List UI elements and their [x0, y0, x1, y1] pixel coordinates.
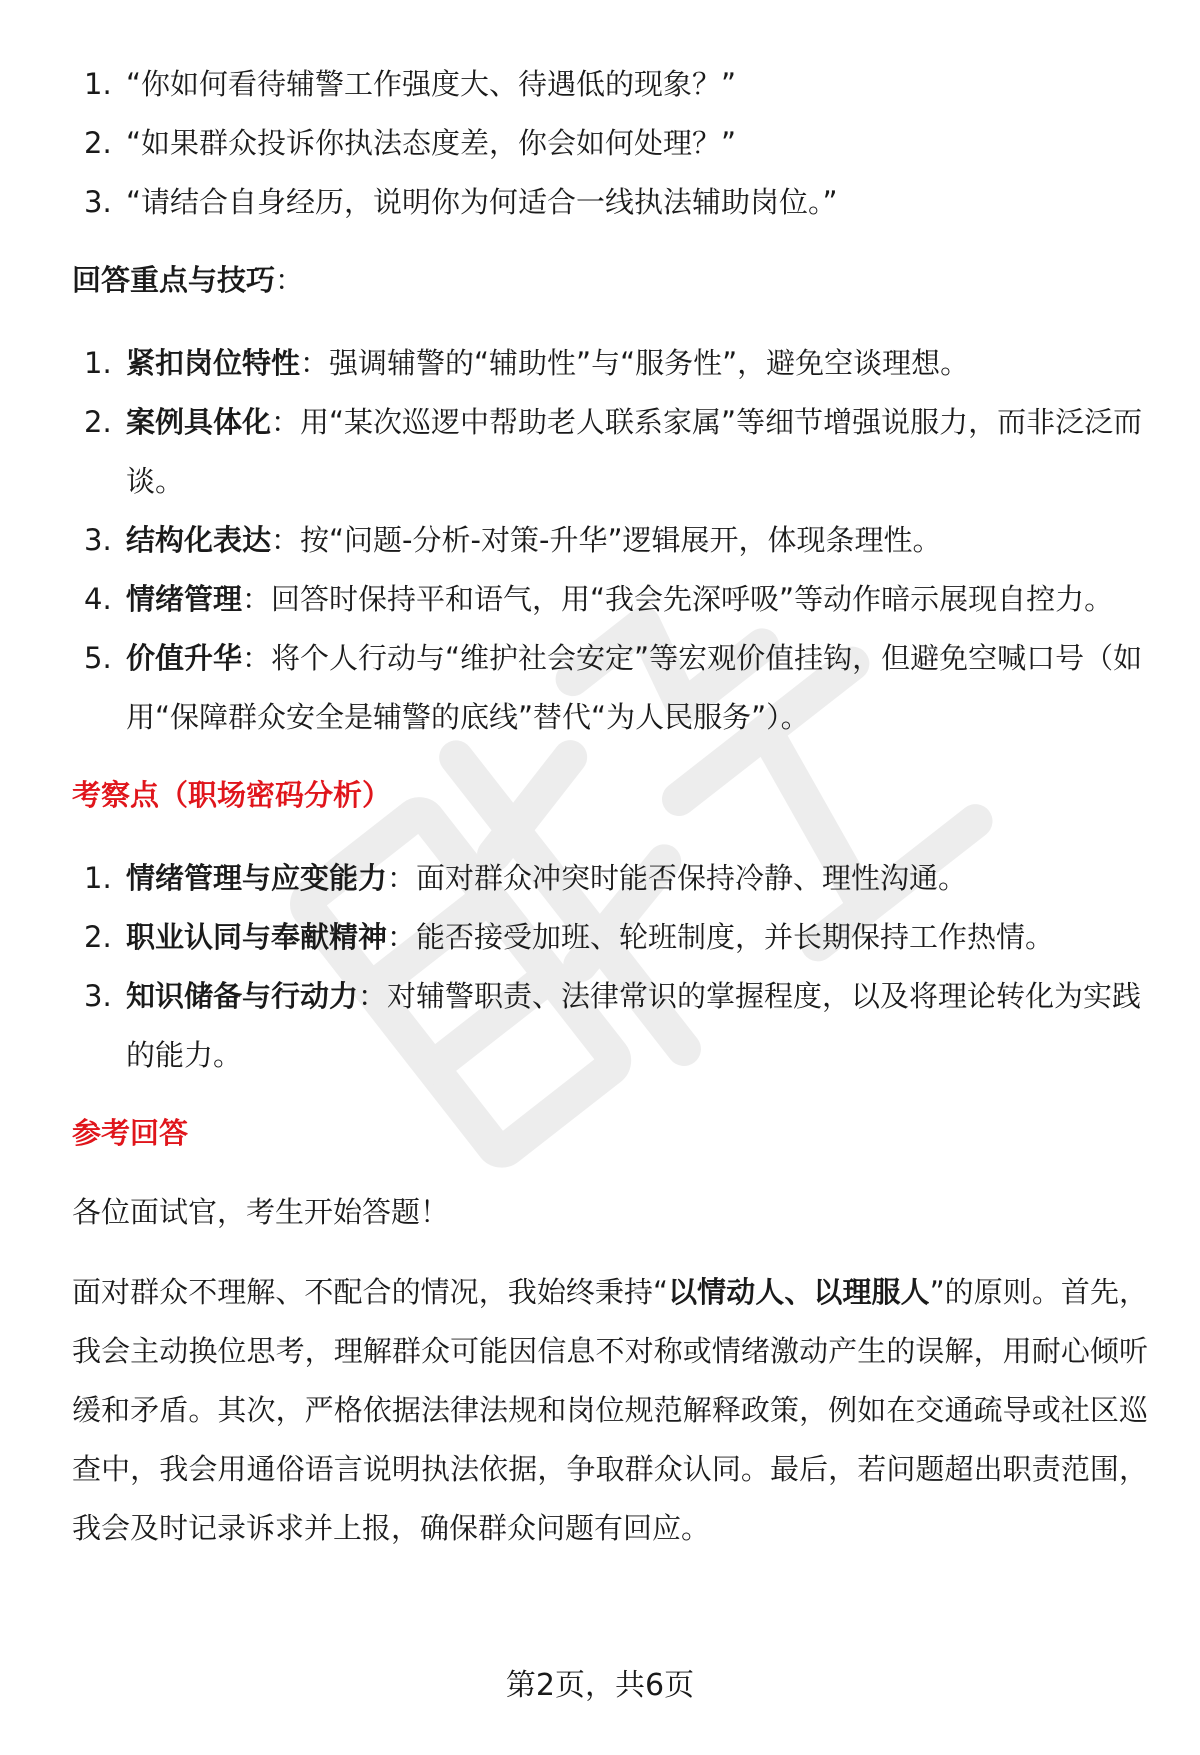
question-item-3 — [72, 173, 1148, 232]
list-number: 2. — [84, 920, 112, 954]
document-content — [72, 55, 1148, 1558]
tip-text: 用“某次巡逻中帮助老人联系家属”等细节增强说服力，而非泛泛而谈。 — [126, 405, 1143, 498]
point-text: 面对群众冲突时能否保持冷静、理性沟通。 — [416, 861, 968, 895]
answer-principle: 以情动人、以理服人 — [668, 1275, 930, 1309]
tip-separator: ： — [271, 523, 301, 557]
tips-heading — [72, 260, 1148, 300]
tip-text: 回答时保持平和语气，用“我会先深呼吸”等动作暗示展现自控力。 — [271, 582, 1114, 616]
tips-list — [72, 334, 1148, 747]
tip-separator: ： — [242, 641, 272, 675]
point-item-3 — [72, 967, 1148, 1085]
list-number: 5. — [84, 641, 112, 675]
question-item-2 — [72, 114, 1148, 173]
tips-heading-colon: ： — [275, 263, 305, 297]
tip-item-1 — [72, 334, 1148, 393]
point-item-1 — [72, 849, 1148, 908]
tip-title: 情绪管理 — [126, 582, 243, 616]
list-number: 1. — [84, 861, 112, 895]
tips-heading-text: 回答重点与技巧 — [72, 263, 276, 297]
answer-text-before: 面对群众不理解、不配合的情况，我始终秉持“ — [72, 1275, 669, 1309]
point-separator: ： — [358, 979, 388, 1013]
tip-title: 案例具体化 — [126, 405, 272, 439]
points-heading: 考察点（职场密码分析） — [72, 778, 392, 812]
question-text: “请结合自身经历，说明你为何适合一线执法辅助岗位。” — [126, 185, 838, 219]
answer-text-after: ”的原则。首先，我会主动换位思考，理解群众可能因信息不对称或情绪激动产生的误解，用耐心倾听缓和矛盾。其次，严格依据法律法规和岗位规范解释政策，例如在交通疏导或社区巡查中，我会用通俗语言说明执法依据，争取群众认同。最后，若问题超出职责范围，我会及时记录诉求并上报，确保群众问题有回应。 — [72, 1275, 1148, 1545]
answer-opening: 各位面试官，考生开始答题！ — [72, 1195, 450, 1229]
question-text: “你如何看待辅警工作强度大、待遇低的现象？” — [126, 67, 737, 101]
list-number: 1. — [84, 346, 112, 380]
point-title: 知识储备与行动力 — [126, 979, 359, 1013]
point-text: 对辅警职责、法律常识的掌握程度，以及将理论转化为实践的能力。 — [126, 979, 1142, 1072]
list-number: 2. — [84, 126, 112, 160]
tip-separator: ： — [271, 405, 301, 439]
tip-text: 将个人行动与“维护社会安定”等宏观价值挂钩，但避免空喊口号（如用“保障群众安全是辅警的底线”替代“为人民服务”）。 — [126, 641, 1143, 734]
list-number: 3. — [84, 523, 112, 557]
tip-item-3 — [72, 511, 1148, 570]
point-text: 能否接受加班、轮班制度，并长期保持工作热情。 — [416, 920, 1055, 954]
list-number: 3. — [84, 979, 112, 1013]
question-text: “如果群众投诉你执法态度差，你会如何处理？” — [126, 126, 737, 160]
tip-title: 价值升华 — [126, 641, 243, 675]
point-item-2 — [72, 908, 1148, 967]
tip-separator: ： — [242, 582, 272, 616]
list-number: 4. — [84, 582, 112, 616]
answer-paragraph — [72, 1263, 1148, 1558]
tip-title: 紧扣岗位特性 — [126, 346, 301, 380]
question-item-1 — [72, 55, 1148, 114]
question-list — [72, 55, 1148, 232]
list-number: 3. — [84, 185, 112, 219]
tip-text: 按“问题-分析-对策-升华”逻辑展开，体现条理性。 — [300, 523, 942, 557]
tip-title: 结构化表达 — [126, 523, 272, 557]
page-footer: 第2页，共6页 — [505, 1668, 695, 1703]
answer-heading: 参考回答 — [72, 1116, 189, 1150]
list-number: 1. — [84, 67, 112, 101]
point-title: 职业认同与奉献精神 — [126, 920, 388, 954]
point-title: 情绪管理与应变能力 — [126, 861, 388, 895]
tip-item-5 — [72, 629, 1148, 747]
tip-item-2 — [72, 393, 1148, 511]
tip-separator: ： — [300, 346, 330, 380]
tip-item-4 — [72, 570, 1148, 629]
list-number: 2. — [84, 405, 112, 439]
point-separator: ： — [387, 920, 417, 954]
points-list — [72, 849, 1148, 1085]
tip-text: 强调辅警的“辅助性”与“服务性”，避免空谈理想。 — [329, 346, 970, 380]
point-separator: ： — [387, 861, 417, 895]
